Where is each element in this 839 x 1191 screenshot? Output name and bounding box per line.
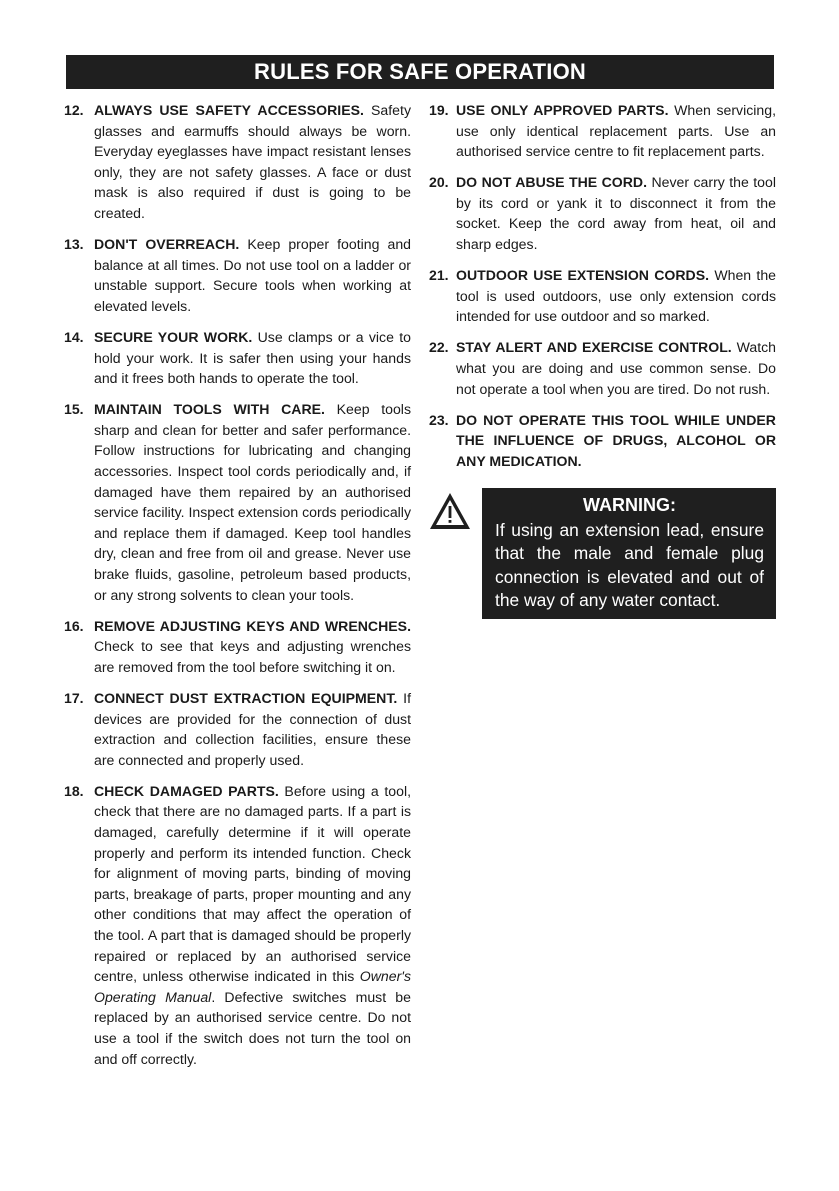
rule-15: [64, 399, 411, 605]
rule-heading: DO NOT OPERATE THIS TOOL WHILE UNDER THE INFLUENCE OF DRUGS, ALCOHOL OR ANY MEDICATION.: [456, 411, 776, 469]
rule-text: Use clamps or a vice to hold your work. It is safer then using your hands and it frees both hands to operate the tool.: [94, 328, 411, 387]
warning-box: [482, 488, 776, 619]
rule-text: Check to see that keys and adjusting wrenches are removed from the tool before switching it on.: [94, 638, 411, 675]
rule-number: 13.: [64, 236, 84, 253]
warning-notice: [429, 488, 776, 620]
rule-text: Keep tools sharp and clean for better and safer performance. Follow instructions for lubricating and changing accessories. Inspect tool cords periodically and, if damaged have them repaired by an authorised service facility. Inspect extension cords periodically and replace them if damaged. Keep tool handles dry, clean and free from oil and grease. Never use brake fluids, gasoline, petroleum based products, or any strong solvents to clean your tools.: [94, 401, 411, 603]
rule-20: [429, 172, 776, 254]
warning-triangle-icon: [429, 492, 471, 530]
rule-number: 23.: [429, 411, 449, 428]
rule-heading: USE ONLY APPROVED PARTS.: [456, 102, 669, 118]
rule-heading: DON'T OVERREACH.: [94, 236, 240, 253]
rule-13: [64, 234, 411, 316]
rule-text: Safety glasses and earmuffs should always be worn. Everyday eyeglasses have impact resistant lenses only, they are not safety glasses. A face or dust mask is also required if dust is going to be created.: [94, 102, 411, 221]
rule-text: If devices are provided for the connection of dust extraction and collection facilities, ensure these are connected and properly used.: [94, 689, 412, 768]
rule-17: [64, 688, 411, 770]
rule-number: 19.: [429, 102, 449, 118]
rule-text: Watch what you are doing and use common sense. Do not operate a tool when you are tired. Do not rush.: [456, 339, 777, 397]
rule-19: [429, 100, 776, 162]
warning-text: If using an extension lead, ensure that the male and female plug connection is elevated and out of the way of any water contact.: [495, 520, 764, 611]
rule-number: 15.: [64, 401, 84, 418]
rule-22: [429, 337, 776, 399]
rule-heading: CONNECT DUST EXTRACTION EQUIPMENT.: [94, 689, 398, 706]
rule-text: Keep proper footing and balance at all times. Do not use tool on a ladder or unstable support. Secure tools when working at elevated levels.: [94, 236, 411, 314]
rule-heading: REMOVE ADJUSTING KEYS AND WRENCHES.: [94, 617, 411, 634]
rule-heading: DO NOT ABUSE THE CORD.: [456, 174, 648, 191]
rule-number: 17.: [64, 689, 84, 706]
rule-heading: STAY ALERT AND EXERCISE CONTROL.: [456, 339, 732, 356]
rule-number: 14.: [64, 328, 84, 345]
rule-number: 22.: [429, 339, 449, 356]
rule-text: When servicing, use only identical replacement parts. Use an authorised service centre to fit replacement parts.: [456, 102, 776, 160]
rule-18: [64, 781, 411, 1069]
rule-12: [64, 100, 411, 224]
rule-number: 21.: [429, 267, 449, 284]
rule-number: 20.: [429, 174, 449, 191]
page-title: RULES FOR SAFE OPERATION: [66, 55, 774, 89]
left-column: [64, 100, 411, 1080]
rule-text-continued: . Defective switches must be replaced by an authorised service centre. Do not use a tool if the switch does not turn the tool on and off correctly.: [94, 988, 411, 1067]
rule-heading: SECURE YOUR WORK.: [94, 328, 253, 345]
rule-heading: MAINTAIN TOOLS WITH CARE.: [94, 401, 325, 418]
rule-16: [64, 616, 411, 678]
rule-heading: CHECK DAMAGED PARTS.: [94, 782, 279, 799]
rule-14: [64, 327, 411, 389]
manual-title: Owner's Operating Manual: [94, 968, 411, 1005]
rule-heading: ALWAYS USE SAFETY ACCESSORIES.: [94, 102, 364, 118]
rule-text: Never carry the tool by its cord or yank it to disconnect it from the socket. Keep the cord away from heat, oil and sharp edges.: [456, 174, 776, 253]
rule-heading: OUTDOOR USE EXTENSION CORDS.: [456, 267, 710, 284]
rule-23: [429, 410, 776, 472]
rule-number: 12.: [64, 102, 84, 118]
rule-number: 16.: [64, 617, 84, 634]
warning-title: WARNING:: [583, 495, 676, 515]
right-column: [429, 100, 776, 482]
rule-text: When the tool is used outdoors, use only extension cords intended for use outdoor and so marked.: [456, 267, 776, 325]
rule-text: Before using a tool, check that there are no damaged parts. If a part is damaged, carefully determine if it will operate properly and perform its intended function. Check for alignment of moving parts, binding of moving parts, breakage of parts, proper mounting and any other conditions that may affect the operation of the tool. A part that is damaged should be properly repaired or replaced by an authorised service centre, unless otherwise indicated in this: [94, 782, 411, 985]
rule-21: [429, 265, 776, 327]
rule-number: 18.: [64, 782, 84, 799]
